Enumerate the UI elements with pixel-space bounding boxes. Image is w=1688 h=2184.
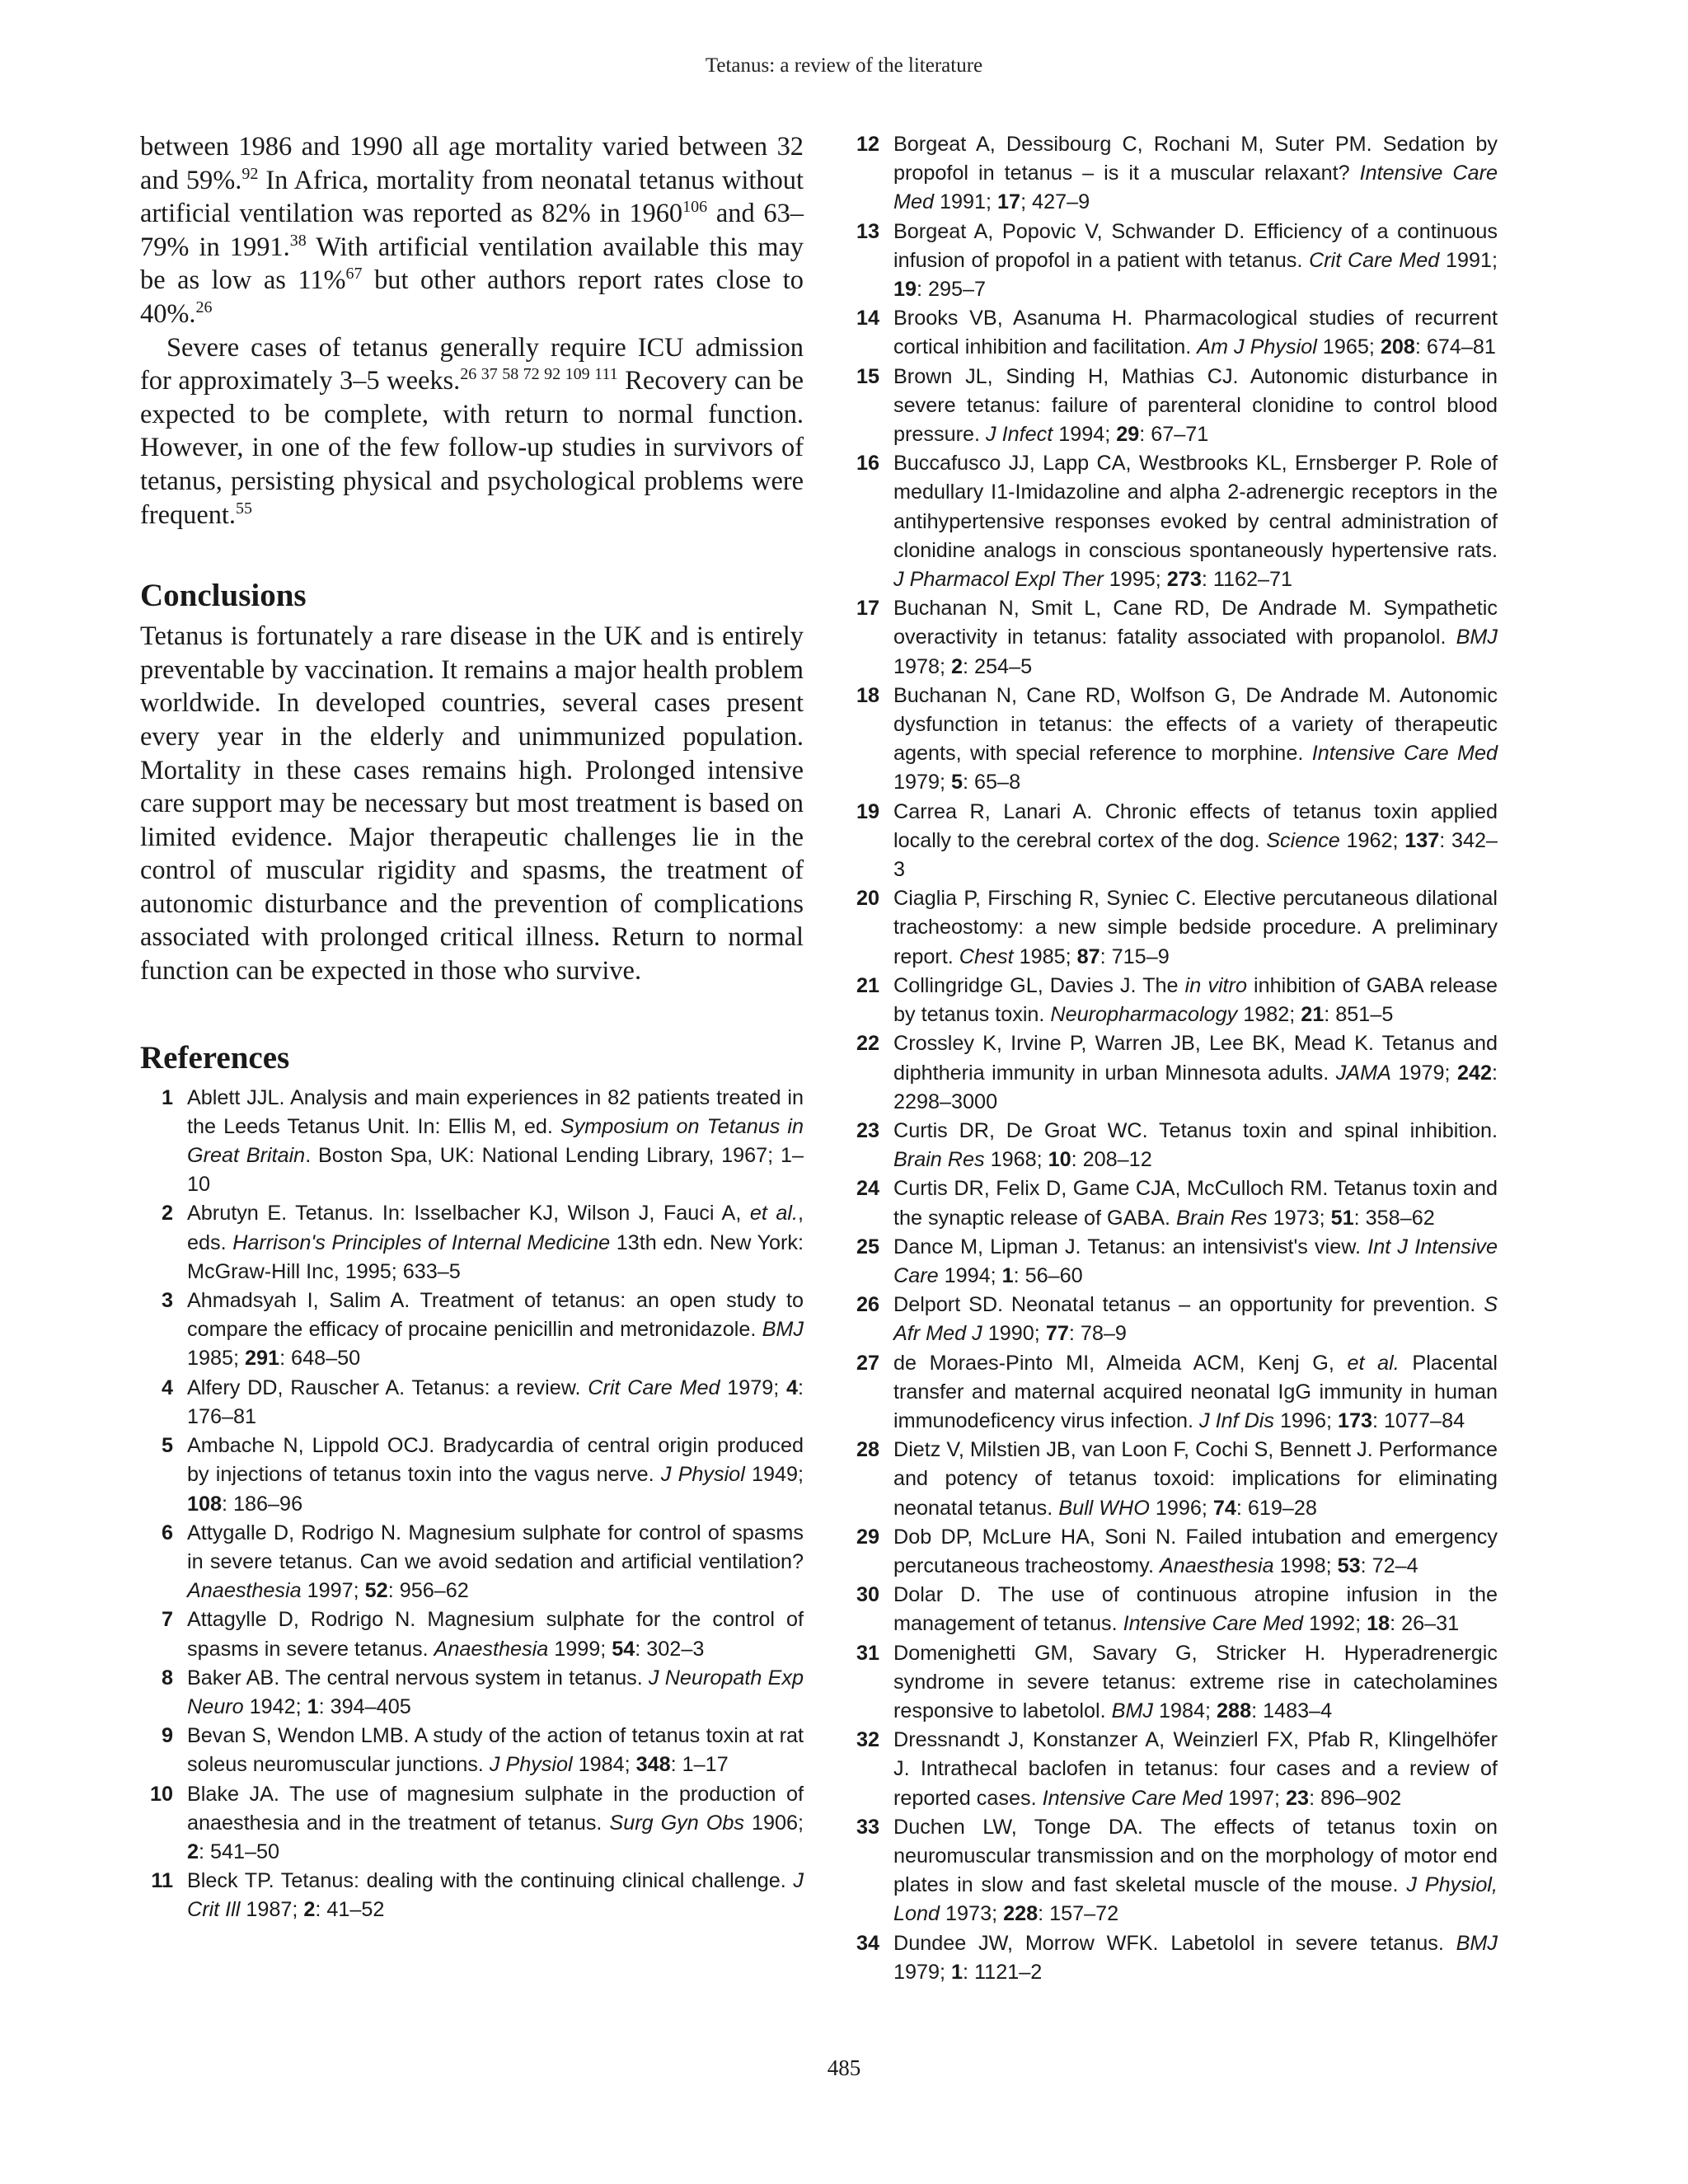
reference-citation: Ciaglia P, Firsching R, Syniec C. Elective percutaneous dilational tracheostomy: a new simple bedside procedure. A preliminary report. bbox=[893, 887, 1498, 968]
reference-pages: : 295–7 bbox=[917, 278, 987, 302]
reference-year: 1965; bbox=[1316, 335, 1381, 359]
reference-year: 1949; bbox=[744, 1463, 804, 1487]
reference-year: 1994; bbox=[1053, 423, 1117, 447]
reference-journal: J Crit Ill bbox=[187, 1869, 804, 1922]
reference-volume: 208 bbox=[1380, 335, 1415, 359]
reference-journal: Symposium on Tetanus in Great Britain bbox=[187, 1114, 804, 1168]
reference-item bbox=[140, 1664, 804, 1722]
reference-year: 1987; bbox=[240, 1898, 304, 1922]
reference-citation: Ahmadsyah I, Salim A. Treatment of tetanus: an open study to compare the efficacy of procaine penicillin and metronidazole. bbox=[187, 1289, 804, 1342]
reference-pages: : 157–72 bbox=[1038, 1902, 1119, 1926]
reference-item bbox=[140, 1722, 804, 1779]
reference-number: 7 bbox=[161, 1608, 173, 1632]
reference-pages: : 26–31 bbox=[1390, 1612, 1460, 1636]
right-column bbox=[846, 130, 1498, 1987]
reference-item bbox=[140, 1199, 804, 1286]
reference-volume: 5 bbox=[951, 771, 964, 794]
reference-volume: 10 bbox=[1048, 1148, 1071, 1172]
reference-item bbox=[846, 1233, 1498, 1291]
reference-journal: J Pharmacol Expl Ther bbox=[893, 568, 1104, 592]
reference-pages: : 186–96 bbox=[222, 1492, 303, 1516]
reference-number: 14 bbox=[856, 307, 879, 330]
reference-number: 25 bbox=[856, 1235, 879, 1258]
reference-citation: Blake JA. The use of magnesium sulphate in the production of anaesthesia and in the treatment of tetanus. bbox=[187, 1782, 804, 1835]
reference-citation: Baker AB. The central nervous system in tetanus. bbox=[187, 1666, 649, 1690]
reference-item bbox=[846, 1029, 1498, 1117]
reference-citation: Borgeat A, Dessibourg C, Rochani M, Suter PM. Sedation by propofol in tetanus – is it a muscular relaxant? bbox=[893, 133, 1498, 185]
reference-volume: 51 bbox=[1330, 1206, 1354, 1230]
reference-citation: Bevan S, Wendon LMB. A study of the action of tetanus toxin at rat soleus neuromuscular junctions. bbox=[187, 1724, 804, 1777]
reference-item bbox=[846, 130, 1498, 218]
reference-number: 15 bbox=[856, 364, 879, 388]
reference-journal: Bull WHO bbox=[1058, 1496, 1150, 1520]
reference-publisher: 13th edn. New York: McGraw-Hill Inc, 1995; 633–5 bbox=[187, 1230, 804, 1283]
reference-year: 1906; bbox=[743, 1811, 804, 1835]
reference-number: 31 bbox=[856, 1641, 879, 1665]
reference-item bbox=[846, 1523, 1498, 1581]
reference-volume: 77 bbox=[1045, 1322, 1069, 1346]
reference-journal: Harrison's Principles of Internal Medicine bbox=[232, 1230, 611, 1254]
reference-item bbox=[846, 1639, 1498, 1727]
reference-item bbox=[140, 1780, 804, 1868]
reference-year: 1992; bbox=[1303, 1612, 1367, 1636]
reference-year: 1982; bbox=[1237, 1003, 1301, 1027]
reference-year: 1979; bbox=[893, 1960, 952, 1984]
reference-pages: : 648–50 bbox=[279, 1347, 361, 1371]
reference-item bbox=[846, 798, 1498, 885]
reference-journal: Intensive Care Med bbox=[1123, 1612, 1304, 1636]
reference-item bbox=[846, 1117, 1498, 1174]
reference-year: 1998; bbox=[1273, 1554, 1338, 1577]
reference-journal: BMJ bbox=[762, 1318, 804, 1342]
reference-journal: Anaesthesia bbox=[1159, 1554, 1274, 1577]
reference-et-al: et al. bbox=[1347, 1351, 1400, 1375]
reference-year: 1973; bbox=[940, 1902, 1004, 1926]
reference-number: 9 bbox=[161, 1724, 173, 1748]
reference-pages: : 56–60 bbox=[1013, 1263, 1083, 1287]
reference-item bbox=[140, 1432, 804, 1519]
reference-year: 1978; bbox=[893, 654, 952, 678]
reference-item bbox=[140, 1374, 804, 1432]
reference-journal: BMJ bbox=[1456, 1931, 1498, 1955]
reference-journal: Intensive Care Med bbox=[1042, 1786, 1223, 1810]
reference-citation-cont: Placental transfer and maternal acquired neonatal IgG immunity in human immunodeficency virus infection. bbox=[893, 1351, 1498, 1432]
reference-citation-cont: , eds. bbox=[187, 1202, 804, 1254]
reference-year: 1997; bbox=[1222, 1786, 1287, 1810]
reference-volume: 348 bbox=[635, 1753, 671, 1777]
reference-citation: Abrutyn E. Tetanus. In: Isselbacher KJ, Wilson J, Fauci A, bbox=[187, 1202, 750, 1226]
reference-volume: 87 bbox=[1076, 944, 1100, 968]
reference-citation: Brooks VB, Asanuma H. Pharmacological studies of recurrent cortical inhibition and facilitation. bbox=[893, 307, 1498, 359]
reference-item bbox=[846, 1436, 1498, 1523]
reference-number: 18 bbox=[856, 683, 879, 707]
reference-pages: : 851–5 bbox=[1324, 1003, 1394, 1027]
reference-number: 11 bbox=[151, 1869, 173, 1893]
reference-item bbox=[140, 1605, 804, 1663]
reference-pages: : 715–9 bbox=[1100, 944, 1170, 968]
reference-pages: : 302–3 bbox=[635, 1637, 705, 1661]
reference-citation: Duchen LW, Tonge DA. The effects of tetanus toxin on neuromuscular transmission and on the morphology of motor end plates in slow and fast skeletal muscle of the mouse. bbox=[893, 1815, 1498, 1897]
reference-pages: : 956–62 bbox=[387, 1579, 469, 1603]
reference-number: 34 bbox=[856, 1931, 879, 1955]
reference-year: 1979; bbox=[720, 1376, 786, 1399]
reference-number: 1 bbox=[161, 1085, 173, 1109]
reference-volume: 108 bbox=[187, 1492, 223, 1516]
reference-journal: Crit Care Med bbox=[1309, 248, 1440, 272]
reference-pages: : 1–17 bbox=[670, 1753, 729, 1777]
reference-item bbox=[846, 1929, 1498, 1987]
reference-pages: : 896–902 bbox=[1309, 1786, 1402, 1810]
reference-citation: Dressnandt J, Konstanzer A, Weinzierl FX, Pfab R, Klingelhöfer J. Intrathecal baclofen in tetanus: four cases and a review of reported cases. bbox=[893, 1728, 1498, 1810]
reference-citation: Dolar D. The use of continuous atropine infusion in the management of tetanus. bbox=[893, 1583, 1498, 1636]
reference-item bbox=[846, 1291, 1498, 1348]
reference-volume: 242 bbox=[1456, 1061, 1492, 1085]
reference-pages: : 78–9 bbox=[1068, 1322, 1127, 1346]
reference-item bbox=[846, 218, 1498, 305]
reference-citation: Curtis DR, De Groat WC. Tetanus toxin and spinal inhibition. bbox=[893, 1118, 1498, 1142]
reference-year: 1995; bbox=[1103, 568, 1167, 592]
reference-journal: Brain Res bbox=[893, 1148, 985, 1172]
reference-volume: 18 bbox=[1367, 1612, 1390, 1636]
reference-volume: 228 bbox=[1003, 1902, 1039, 1926]
reference-year: 1997; bbox=[301, 1579, 365, 1603]
reference-pages: : 208–12 bbox=[1071, 1148, 1152, 1172]
reference-number: 21 bbox=[856, 973, 879, 997]
reference-citation: Domenighetti GM, Savary G, Stricker H. Hyperadrenergic syndrome in severe tetanus: extreme rise in catecholamines responsive to labetolol. bbox=[893, 1641, 1498, 1722]
reference-pages: : 1483–4 bbox=[1251, 1699, 1333, 1722]
conclusions-paragraph: Tetanus is fortunately a rare disease in the UK and is entirely preventable by vaccination. It remains a major health problem worldwide. In developed countries, several cases present every year in the elderly and unimmunized population. Mortality in these cases remains high. Prolonged intensive care support may be necessary but most treatment is based on limited evidence. Major therapeutic challenges lie in the control of muscular rigidity and spasms, the treatment of autonomic disturbance and the prevention of complications associated with prolonged critical illness. Return to normal function can be expected in those who survive. bbox=[140, 621, 804, 987]
reference-volume: 4 bbox=[785, 1376, 798, 1399]
reference-pages: : 342–3 bbox=[893, 828, 1498, 882]
reference-citation: Bleck TP. Tetanus: dealing with the continuing clinical challenge. bbox=[187, 1869, 794, 1893]
reference-number: 20 bbox=[856, 887, 879, 911]
reference-volume: 173 bbox=[1338, 1408, 1373, 1432]
reference-journal: Anaesthesia bbox=[187, 1579, 302, 1603]
reference-pages: : 358–62 bbox=[1353, 1206, 1435, 1230]
reference-year: 1984; bbox=[572, 1753, 636, 1777]
reference-volume: 17 bbox=[997, 190, 1021, 214]
reference-volume: 29 bbox=[1116, 423, 1140, 447]
reference-number: 8 bbox=[161, 1666, 173, 1690]
reference-volume: 291 bbox=[245, 1347, 280, 1371]
reference-item bbox=[846, 449, 1498, 594]
reference-journal: Am J Physiol bbox=[1197, 335, 1317, 359]
reference-citation: Delport SD. Neonatal tetanus – an opportunity for prevention. bbox=[893, 1293, 1484, 1317]
reference-citation: Ablett JJL. Analysis and main experiences in 82 patients treated in the Leeds Tetanus Unit. In: Ellis M, ed. bbox=[187, 1085, 804, 1138]
reference-number: 24 bbox=[856, 1177, 879, 1201]
reference-year: 1942; bbox=[243, 1694, 307, 1718]
reference-citation: Collingridge GL, Davies J. The bbox=[893, 973, 1185, 997]
reference-year: 1999; bbox=[548, 1637, 612, 1661]
reference-et-al: et al. bbox=[749, 1202, 798, 1226]
references-list-right bbox=[846, 130, 1498, 1987]
reference-pages: ; 427–9 bbox=[1020, 190, 1090, 214]
reference-pages: : 1077–84 bbox=[1372, 1408, 1465, 1432]
reference-number: 22 bbox=[856, 1032, 879, 1056]
reference-year: 1962; bbox=[1339, 828, 1405, 852]
reference-volume: 1 bbox=[307, 1694, 319, 1718]
reference-number: 5 bbox=[161, 1434, 173, 1458]
reference-item bbox=[846, 972, 1498, 1029]
reference-citation: Curtis DR, Felix D, Game CJA, McCulloch RM. Tetanus toxin and the synaptic release of GABA. bbox=[893, 1177, 1498, 1230]
reference-pages: : 254–5 bbox=[963, 654, 1033, 678]
reference-journal: J Physiol, Lond bbox=[893, 1873, 1498, 1926]
reference-pages: : 619–28 bbox=[1236, 1496, 1317, 1520]
reference-journal: S Afr Med J bbox=[893, 1293, 1498, 1346]
reference-journal: Intensive Care Med bbox=[1311, 742, 1498, 766]
reference-number: 3 bbox=[161, 1289, 173, 1313]
reference-year: 1979; bbox=[893, 771, 952, 794]
reference-year: 1984; bbox=[1153, 1699, 1217, 1722]
reference-volume: 52 bbox=[364, 1579, 388, 1603]
reference-year: 1973; bbox=[1267, 1206, 1331, 1230]
reference-year: 1991; bbox=[1439, 248, 1498, 272]
reference-item bbox=[846, 682, 1498, 798]
reference-item bbox=[140, 1084, 804, 1200]
left-column bbox=[140, 130, 804, 1925]
reference-journal: Surg Gyn Obs bbox=[609, 1811, 744, 1835]
reference-citation: Buccafusco JJ, Lapp CA, Westbrooks KL, Ernsberger P. Role of medullary I1-Imidazoline and alpha 2-adrenergic receptors in the antihypertensive responses evoked by central administration of clonidine analogs in conscious spontaneously hypertensive rats. bbox=[893, 452, 1498, 562]
reference-number: 10 bbox=[149, 1782, 173, 1806]
reference-pages: : 41–52 bbox=[315, 1898, 385, 1922]
reference-item bbox=[846, 884, 1498, 972]
reference-volume: 2 bbox=[951, 654, 964, 678]
reference-item bbox=[140, 1286, 804, 1374]
reference-journal: BMJ bbox=[1111, 1699, 1154, 1722]
reference-item bbox=[846, 363, 1498, 450]
reference-journal: Neuropharmacology bbox=[1050, 1003, 1238, 1027]
reference-journal: J Physiol bbox=[660, 1463, 745, 1487]
reference-citation: Dundee JW, Morrow WFK. Labetolol in severe tetanus. bbox=[893, 1931, 1456, 1955]
reference-year: 1996; bbox=[1149, 1496, 1213, 1520]
reference-number: 17 bbox=[856, 597, 879, 621]
reference-journal: BMJ bbox=[1456, 626, 1498, 649]
reference-pages: : 176–81 bbox=[187, 1376, 804, 1428]
reference-italic: in vitro bbox=[1184, 973, 1247, 997]
reference-number: 29 bbox=[856, 1525, 879, 1549]
reference-citation: Alfery DD, Rauscher A. Tetanus: a review. bbox=[187, 1376, 588, 1399]
reference-citation: Brown JL, Sinding H, Mathias CJ. Autonomic disturbance in severe tetanus: failure of parenteral clonidine to control blood pressure. bbox=[893, 364, 1498, 447]
reference-volume: 53 bbox=[1337, 1554, 1361, 1577]
reference-citation: Buchanan N, Cane RD, Wolfson G, De Andrade M. Autonomic dysfunction in tetanus: the effects of a variety of therapeutic agents, with special reference to morphine. bbox=[893, 683, 1498, 766]
reference-number: 28 bbox=[856, 1438, 879, 1462]
reference-volume: 23 bbox=[1286, 1786, 1310, 1810]
reference-pages: : 674–81 bbox=[1414, 335, 1496, 359]
reference-volume: 21 bbox=[1301, 1003, 1325, 1027]
reference-volume: 19 bbox=[893, 278, 917, 302]
reference-pages: : 67–71 bbox=[1139, 423, 1209, 447]
reference-journal: J Physiol bbox=[489, 1753, 573, 1777]
reference-journal: Int J Intensive Care bbox=[893, 1235, 1498, 1287]
conclusions-heading: Conclusions bbox=[140, 578, 307, 614]
reference-item bbox=[846, 1726, 1498, 1813]
reference-citation: Carrea R, Lanari A. Chronic effects of tetanus toxin applied locally to the cerebral cortex of the dog. bbox=[893, 799, 1498, 852]
reference-volume: 74 bbox=[1212, 1496, 1236, 1520]
reference-item bbox=[846, 1349, 1498, 1436]
reference-number: 27 bbox=[856, 1351, 879, 1375]
reference-year: 1985; bbox=[187, 1347, 246, 1371]
reference-citation: Attagylle D, Rodrigo N. Magnesium sulphate for the control of spasms in severe tetanus. bbox=[187, 1608, 804, 1661]
reference-pages: : 1162–71 bbox=[1201, 568, 1293, 592]
reference-pages: : 394–405 bbox=[318, 1694, 411, 1718]
reference-number: 16 bbox=[856, 452, 879, 476]
reference-item bbox=[846, 1581, 1498, 1638]
reference-year: 1996; bbox=[1273, 1408, 1338, 1432]
page-number: 485 bbox=[827, 2055, 861, 2080]
reference-journal: JAMA bbox=[1335, 1061, 1391, 1085]
reference-year: 1985; bbox=[1013, 944, 1077, 968]
reference-number: 2 bbox=[161, 1202, 173, 1226]
reference-year: 1968; bbox=[984, 1148, 1048, 1172]
reference-citation: Dietz V, Milstien JB, van Loon F, Cochi S, Bennett J. Performance and potency of tetanus toxoid: implications for eliminating neonatal tetanus. bbox=[893, 1438, 1498, 1520]
reference-item bbox=[846, 1174, 1498, 1232]
reference-volume: 288 bbox=[1217, 1699, 1252, 1722]
reference-publisher: . Boston Spa, UK: National Lending Library, 1967; 1–10 bbox=[187, 1144, 804, 1197]
reference-year: 1979; bbox=[1390, 1061, 1457, 1085]
reference-citation: Attygalle D, Rodrigo N. Magnesium sulphate for control of spasms in severe tetanus. Can we avoid sedation and artificial ventilation? bbox=[187, 1521, 804, 1573]
reference-item bbox=[846, 1813, 1498, 1929]
reference-year: 1991; bbox=[934, 190, 998, 214]
reference-item bbox=[846, 594, 1498, 682]
reference-journal: Chest bbox=[959, 944, 1014, 968]
reference-citation: Borgeat A, Popovic V, Schwander D. Efficiency of a continuous infusion of propofol in a patient with tetanus. bbox=[893, 219, 1498, 272]
intro-paragraph-2: Severe cases of tetanus generally require ICU admission for approximately 3–5 weeks.$^{26 37 58 72 92 109 111}$ Recovery can be expected to be complete, with return to normal function. However, in one of the few follow-up studies in survivors of tetanus, persisting physical and psychological problems were frequent.$^{55}$ bbox=[140, 332, 804, 530]
reference-pages: : 72–4 bbox=[1360, 1554, 1418, 1577]
reference-number: 32 bbox=[856, 1728, 879, 1752]
reference-journal: Crit Care Med bbox=[588, 1376, 720, 1399]
reference-journal: Intensive Care Med bbox=[893, 162, 1498, 214]
reference-citation-cont: inhibition of GABA release by tetanus toxin. bbox=[893, 973, 1498, 1027]
reference-citation: Dob DP, McLure HA, Soni N. Failed intubation and emergency percutaneous tracheostomy. bbox=[893, 1525, 1498, 1577]
references-list-left bbox=[140, 1084, 804, 1925]
reference-citation: Dance M, Lipman J. Tetanus: an intensivist's view. bbox=[893, 1235, 1368, 1258]
reference-number: 33 bbox=[856, 1815, 879, 1839]
reference-year: 1990; bbox=[982, 1322, 1046, 1346]
reference-number: 13 bbox=[856, 219, 879, 243]
reference-item bbox=[140, 1867, 804, 1924]
references-heading: References bbox=[140, 1039, 290, 1076]
reference-journal: J Inf Dis bbox=[1198, 1408, 1274, 1432]
reference-volume: 1 bbox=[951, 1960, 964, 1984]
running-head: Tetanus: a review of the literature bbox=[705, 54, 983, 77]
reference-number: 19 bbox=[856, 799, 879, 823]
reference-number: 6 bbox=[161, 1521, 173, 1544]
reference-item bbox=[846, 304, 1498, 362]
reference-citation: de Moraes-Pinto MI, Almeida ACM, Kenj G, bbox=[893, 1351, 1348, 1375]
reference-citation: Buchanan N, Smit L, Cane RD, De Andrade M. Sympathetic overactivity in tetanus: fatality associated with propanolol. bbox=[893, 597, 1498, 649]
reference-number: 12 bbox=[856, 133, 879, 156]
reference-journal: J Infect bbox=[986, 423, 1053, 447]
reference-number: 4 bbox=[161, 1376, 173, 1399]
reference-citation: Ambache N, Lippold OCJ. Bradycardia of central origin produced by injections of tetanus toxin into the vagus nerve. bbox=[187, 1434, 804, 1487]
reference-number: 26 bbox=[856, 1293, 879, 1317]
reference-volume: 2 bbox=[303, 1898, 316, 1922]
reference-year: 1994; bbox=[938, 1263, 1002, 1287]
reference-journal: Brain Res bbox=[1176, 1206, 1268, 1230]
reference-pages: : 1121–2 bbox=[963, 1960, 1043, 1984]
reference-volume: 2 bbox=[187, 1840, 199, 1863]
reference-volume: 137 bbox=[1404, 828, 1440, 852]
reference-volume: 1 bbox=[1001, 1263, 1014, 1287]
reference-volume: 54 bbox=[612, 1637, 635, 1661]
reference-journal: Anaesthesia bbox=[434, 1637, 549, 1661]
reference-volume: 273 bbox=[1166, 568, 1202, 592]
reference-journal: Science bbox=[1266, 828, 1340, 852]
intro-paragraph-1: between 1986 and 1990 all age mortality varied between 32 and 59%.$^{92}$ In Africa, mortality from neonatal tetanus without artificial ventilation was reported as 82% in 1960$^{106}$ and 63–79% in 1991.38 With artificial ventilation available this may be as low as 11%$^{67}$ but other authors report rates close to 40%.$^{26}$ bbox=[140, 132, 804, 329]
reference-number: 23 bbox=[856, 1118, 879, 1142]
reference-pages: : 541–50 bbox=[199, 1840, 280, 1863]
reference-citation: Crossley K, Irvine P, Warren JB, Lee BK, Mead K. Tetanus and diphtheria immunity in urban Minnesota adults. bbox=[893, 1032, 1498, 1085]
reference-number: 30 bbox=[856, 1583, 879, 1607]
reference-pages: : 65–8 bbox=[963, 771, 1021, 794]
intro-text bbox=[140, 130, 804, 532]
reference-pages: : 2298–3000 bbox=[893, 1061, 1498, 1113]
reference-journal: J Neuropath Exp Neuro bbox=[187, 1666, 804, 1718]
reference-item bbox=[140, 1519, 804, 1606]
